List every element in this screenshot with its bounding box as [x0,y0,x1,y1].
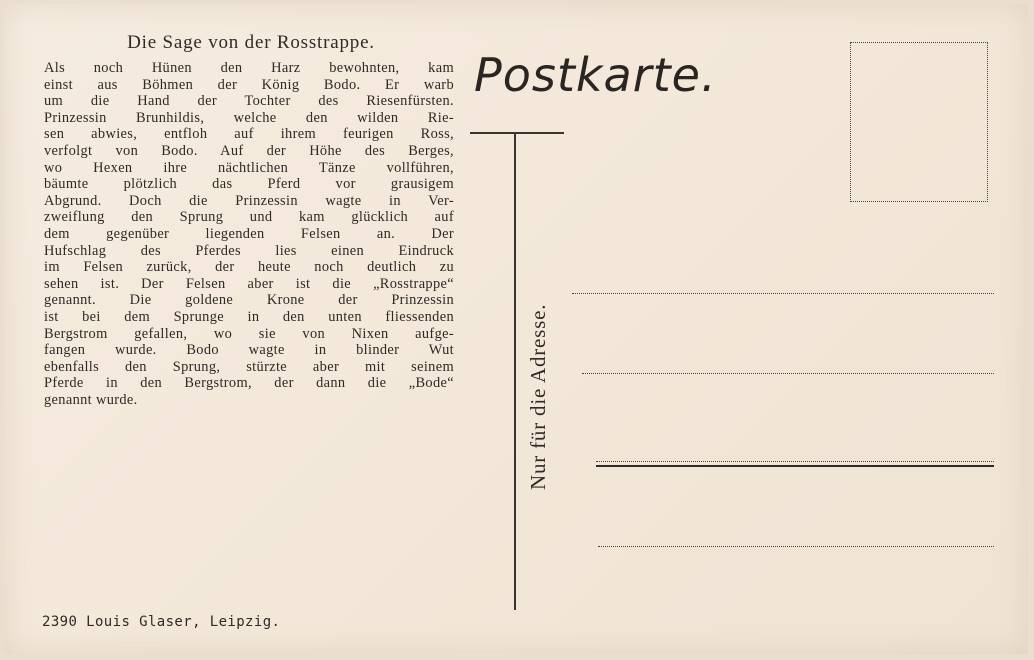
story-line: Prinzessin Brunhildis, welche den wilden Rie- [44,109,454,126]
address-only-note: Nur für die Adresse. [526,303,550,490]
story-line: Pferde in den Bergstrom, der dann die „Bode“ [44,375,454,392]
story-line: ebenfalls den Sprung, stürzte aber mit seinem [44,358,454,375]
story-line: Abgrund. Doch die Prinzessin wagte in Ver- [44,192,454,209]
address-line-2 [582,373,994,374]
story-line: genannt wurde. [44,391,138,408]
story-line: sehen ist. Der Felsen aber ist die „Rosstrappe“ [44,275,454,292]
story-line: Bergstrom gefallen, wo sie von Nixen aufge- [44,325,454,342]
story-line: sen abwies, entfloh auf ihrem feurigen Ross, [44,126,454,143]
address-line-1 [572,293,994,294]
story-line: um die Hand der Tochter des Riesenfürsten. [44,93,454,110]
story-line: dem gegenüber liegenden Felsen an. Der [44,225,454,242]
postkarte-heading: Postkarte. [474,48,717,102]
story-text [44,60,454,408]
story-line: fangen wurde. Bodo wagte in blinder Wut [44,342,454,359]
divider-vertical-line [514,134,516,610]
story-title: Die Sage von der Rosstrappe. [127,32,375,53]
story-line: ist bei dem Sprunge in den unten fliessenden [44,308,454,325]
address-line-3 [596,461,994,462]
publisher-imprint: 2390 Louis Glaser, Leipzig. [42,614,281,630]
story-line: verfolgt von Bodo. Auf der Höhe des Berges, [44,142,454,159]
story-line: bäumte plötzlich das Pferd vor grausigem [44,176,454,193]
address-line-3-underline [596,465,994,467]
divider-top-line [470,132,564,134]
story-line: im Felsen zurück, der heute noch deutlich zu [44,259,454,276]
story-line: genannt. Die goldene Krone der Prinzessin [44,292,454,309]
story-line: Als noch Hünen den Harz bewohnten, kam [44,60,454,76]
address-line-4 [598,546,994,547]
stamp-box [850,42,988,202]
story-line: zweiflung den Sprung und kam glücklich auf [44,209,454,226]
story-line: wo Hexen ihre nächtlichen Tänze vollführen, [44,159,454,176]
story-line: einst aus Böhmen der König Bodo. Er warb [44,76,454,93]
story-line: Hufschlag des Pferdes lies einen Eindruck [44,242,454,259]
